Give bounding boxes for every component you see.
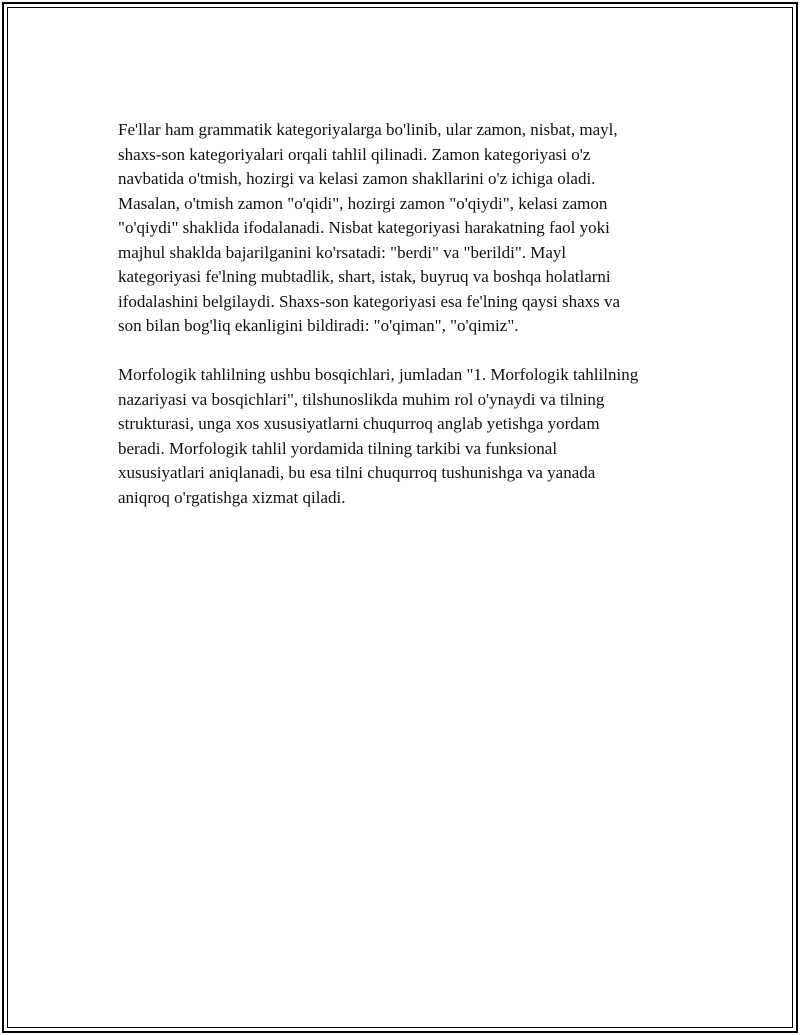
paragraph-morphological-analysis: Morfologik tahlilning ushbu bosqichlari, jumladan "1. Morfologik tahlilning nazariyasi va bosqichlari", tilshunoslikda muhim rol o'ynaydi va tilning strukturasi, unga xos xususiyatlarni chuqurroq anglab yetishga yordam beradi. Morfologik tahlil yordamida tilning tarkibi va funksional xususiyatlari aniqlanadi, bu esa tilni chuqurroq tushunishga va yanada aniqroq o'rgatishga xizmat qiladi. xyxy=(118,365,639,507)
paragraph-verb-categories: Fe'llar ham grammatik kategoriyalarga bo'linib, ular zamon, nisbat, mayl, shaxs-son kategoriyalari orqali tahlil qilinadi. Zamon kategoriyasi o'z navbatida o'tmish, hozirgi va kelasi zamon shakllarini o'z ichiga oladi. Masalan, o'tmish zamon "o'qidi", hozirgi zamon "o'qiydi", kelasi zamon "o'qiydi" shaklida ifodalanadi. Nisbat kategoriyasi harakatning faol yoki majhul shaklda bajarilganini ko'rsatadi: "berdi" va "berildi". Mayl kategoriyasi fe'lning mubtadlik, shart, istak, buyruq va boshqa holatlarni ifodalashini belgilaydi. Shaxs-son kategoriyasi esa fe'lning qaysi shaxs va son bilan bog'liq ekanligini bildiradi: "o'qiman", "o'qimiz". xyxy=(118,120,621,335)
document-body xyxy=(118,118,686,535)
